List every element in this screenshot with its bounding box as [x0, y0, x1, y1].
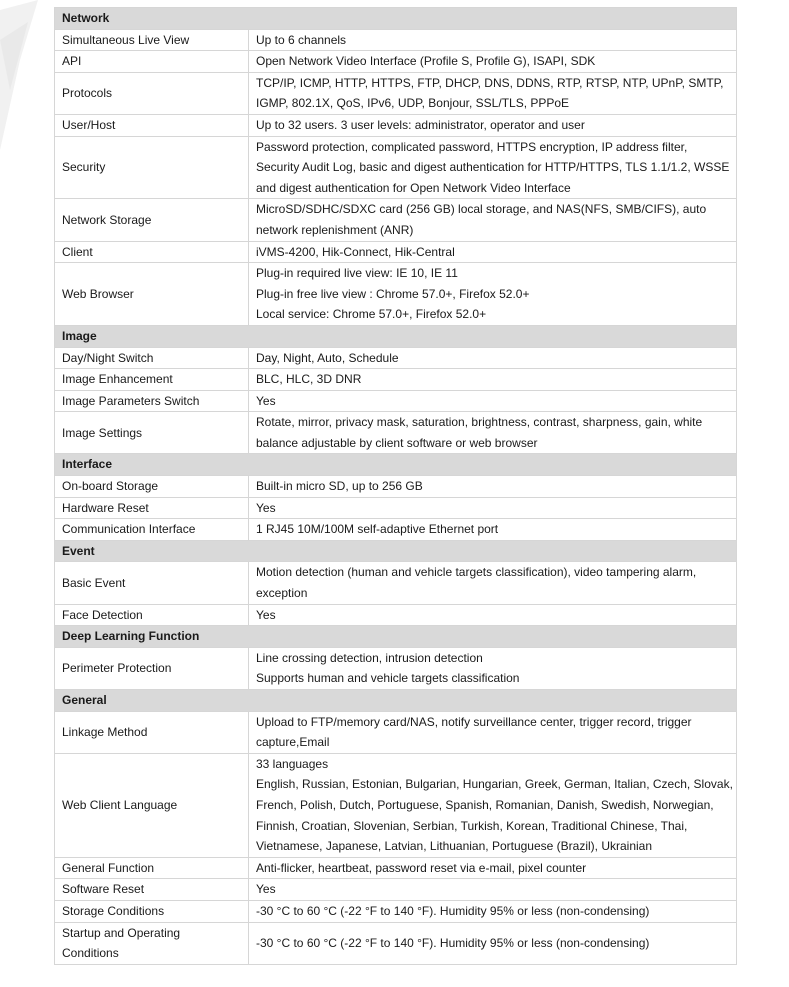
spec-label: Perimeter Protection: [55, 647, 249, 689]
table-row: [55, 29, 737, 51]
table-row: [55, 647, 737, 689]
spec-label: User/Host: [55, 114, 249, 136]
spec-label: Hardware Reset: [55, 497, 249, 519]
table-row: [55, 241, 737, 263]
watermark-shape: [0, 0, 60, 160]
spec-table: [54, 7, 737, 965]
spec-value-line: TCP/IP, ICMP, HTTP, HTTPS, FTP, DHCP, DNS, DDNS, RTP, RTSP, NTP, UPnP, SMTP,: [256, 75, 724, 90]
spec-value: [249, 647, 737, 689]
spec-label: Storage Conditions: [55, 900, 249, 922]
table-row: [55, 753, 737, 857]
spec-value: [249, 114, 737, 136]
spec-value-line: Vietnamese, Japanese, Latvian, Lithuanian, Portuguese (Brazil), Ukrainian: [256, 839, 653, 854]
spec-label: Network Storage: [55, 199, 249, 241]
spec-value-line: Up to 6 channels: [256, 32, 347, 47]
spec-value: [249, 390, 737, 412]
spec-value-line: Supports human and vehicle targets classification: [256, 671, 520, 686]
spec-value-line: BLC, HLC, 3D DNR: [256, 372, 362, 387]
spec-label: On-board Storage: [55, 476, 249, 498]
table-row: [55, 390, 737, 412]
table-row: [55, 114, 737, 136]
spec-value-line: Upload to FTP/memory card/NAS, notify surveillance center, trigger record, trigger: [256, 714, 692, 729]
spec-value: [249, 29, 737, 51]
spec-label-line: Startup and Operating: [62, 925, 181, 940]
section-title: Interface: [55, 454, 737, 476]
spec-value: [249, 519, 737, 541]
table-row: [55, 263, 737, 326]
spec-label: Web Client Language: [55, 753, 249, 857]
spec-value-line: Day, Night, Auto, Schedule: [256, 350, 399, 365]
spec-value-line: Line crossing detection, intrusion detection: [256, 650, 483, 665]
spec-label: Face Detection: [55, 604, 249, 626]
spec-value: [249, 922, 737, 964]
spec-value-line: exception: [256, 586, 308, 601]
section-header-interface: [55, 454, 737, 476]
spec-value: [249, 347, 737, 369]
section-header-general: [55, 690, 737, 712]
spec-value-line: -30 °C to 60 °C (-22 °F to 140 °F). Humidity 95% or less (non-condensing): [256, 903, 650, 918]
table-row: [55, 497, 737, 519]
table-row: [55, 857, 737, 879]
spec-label: Protocols: [55, 72, 249, 114]
spec-value-line: -30 °C to 60 °C (-22 °F to 140 °F). Humidity 95% or less (non-condensing): [256, 935, 650, 950]
spec-label: Client: [55, 241, 249, 263]
section-title: Deep Learning Function: [55, 626, 737, 648]
spec-value-line: network replenishment (ANR): [256, 222, 414, 237]
table-row: [55, 51, 737, 73]
spec-value-line: English, Russian, Estonian, Bulgarian, Hungarian, Greek, German, Italian, Czech, Slovak,: [256, 777, 733, 792]
table-row: [55, 879, 737, 901]
table-row: [55, 136, 737, 199]
spec-value-line: Local service: Chrome 57.0+, Firefox 52.0+: [256, 307, 487, 322]
spec-value-line: Yes: [256, 500, 276, 515]
section-header-network: [55, 8, 737, 30]
section-header-deep-learning-function: [55, 626, 737, 648]
spec-label: Image Settings: [55, 412, 249, 454]
spec-value: [249, 879, 737, 901]
spec-value: [249, 857, 737, 879]
spec-label: [55, 922, 249, 964]
table-row: [55, 199, 737, 241]
spec-value: [249, 604, 737, 626]
spec-value-line: Up to 32 users. 3 user levels: administrator, operator and user: [256, 117, 585, 132]
spec-value-line: Open Network Video Interface (Profile S, Profile G), ISAPI, SDK: [256, 54, 596, 69]
table-row: [55, 476, 737, 498]
spec-value-line: Motion detection (human and vehicle targets classification), video tampering alarm,: [256, 565, 697, 580]
spec-label: Linkage Method: [55, 711, 249, 753]
spec-value-line: Built-in micro SD, up to 256 GB: [256, 479, 423, 494]
spec-value-line: Yes: [256, 393, 276, 408]
spec-value: [249, 241, 737, 263]
spec-value-line: and digest authentication for Open Network Video Interface: [256, 180, 571, 195]
table-row: [55, 412, 737, 454]
spec-label-line: Conditions: [62, 946, 119, 961]
spec-value-line: iVMS-4200, Hik-Connect, Hik-Central: [256, 244, 455, 259]
table-row: [55, 562, 737, 604]
spec-value-line: Plug-in required live view: IE 10, IE 11: [256, 266, 458, 281]
table-row: [55, 369, 737, 391]
spec-value: [249, 412, 737, 454]
spec-label: Basic Event: [55, 562, 249, 604]
spec-value: [249, 562, 737, 604]
table-row: [55, 519, 737, 541]
spec-value: [249, 753, 737, 857]
spec-value: [249, 476, 737, 498]
spec-value: [249, 136, 737, 199]
table-row: [55, 347, 737, 369]
section-title: Event: [55, 540, 737, 562]
spec-value: [249, 900, 737, 922]
spec-value: [249, 497, 737, 519]
spec-value-line: Rotate, mirror, privacy mask, saturation, brightness, contrast, sharpness, gain, white: [256, 415, 703, 430]
spec-label: Day/Night Switch: [55, 347, 249, 369]
table-row: [55, 72, 737, 114]
spec-label: API: [55, 51, 249, 73]
spec-label: Image Parameters Switch: [55, 390, 249, 412]
table-row: [55, 922, 737, 964]
spec-value-line: balance adjustable by client software or web browser: [256, 435, 538, 450]
spec-label: Image Enhancement: [55, 369, 249, 391]
spec-value-line: IGMP, 802.1X, QoS, IPv6, UDP, Bonjour, SSL/TLS, PPPoE: [256, 96, 570, 111]
table-row: [55, 711, 737, 753]
section-title: Image: [55, 325, 737, 347]
spec-label: Communication Interface: [55, 519, 249, 541]
spec-value-line: Plug-in free live view : Chrome 57.0+, Firefox 52.0+: [256, 286, 530, 301]
section-title: Network: [55, 8, 737, 30]
spec-value: [249, 51, 737, 73]
spec-value: [249, 199, 737, 241]
section-header-event: [55, 540, 737, 562]
table-row: [55, 900, 737, 922]
spec-value: [249, 711, 737, 753]
spec-value-line: Anti-flicker, heartbeat, password reset via e-mail, pixel counter: [256, 860, 587, 875]
spec-value-line: MicroSD/SDHC/SDXC card (256 GB) local storage, and NAS(NFS, SMB/CIFS), auto: [256, 202, 707, 217]
section-title: General: [55, 690, 737, 712]
spec-value: [249, 263, 737, 326]
spec-label: Web Browser: [55, 263, 249, 326]
spec-value-line: Yes: [256, 607, 276, 622]
spec-value: [249, 72, 737, 114]
spec-value-line: French, Polish, Dutch, Portuguese, Spanish, Romanian, Danish, Swedish, Norwegian,: [256, 797, 714, 812]
spec-value-line: Password protection, complicated password, HTTPS encryption, IP address filter,: [256, 139, 688, 154]
spec-label: Software Reset: [55, 879, 249, 901]
spec-value: [249, 369, 737, 391]
spec-value-line: 33 languages: [256, 756, 329, 771]
spec-label: General Function: [55, 857, 249, 879]
spec-value-line: Security Audit Log, basic and digest authentication for HTTP/HTTPS, TLS 1.1/1.2, WSSE: [256, 160, 730, 175]
table-row: [55, 604, 737, 626]
spec-table-body: [55, 8, 737, 965]
spec-value-line: 1 RJ45 10M/100M self-adaptive Ethernet port: [256, 522, 499, 537]
section-header-image: [55, 325, 737, 347]
spec-label: Simultaneous Live View: [55, 29, 249, 51]
spec-value-line: Finnish, Croatian, Slovenian, Serbian, Turkish, Korean, Traditional Chinese, Thai,: [256, 818, 688, 833]
spec-value-line: capture,Email: [256, 735, 330, 750]
spec-label: Security: [55, 136, 249, 199]
spec-value-line: Yes: [256, 882, 276, 897]
